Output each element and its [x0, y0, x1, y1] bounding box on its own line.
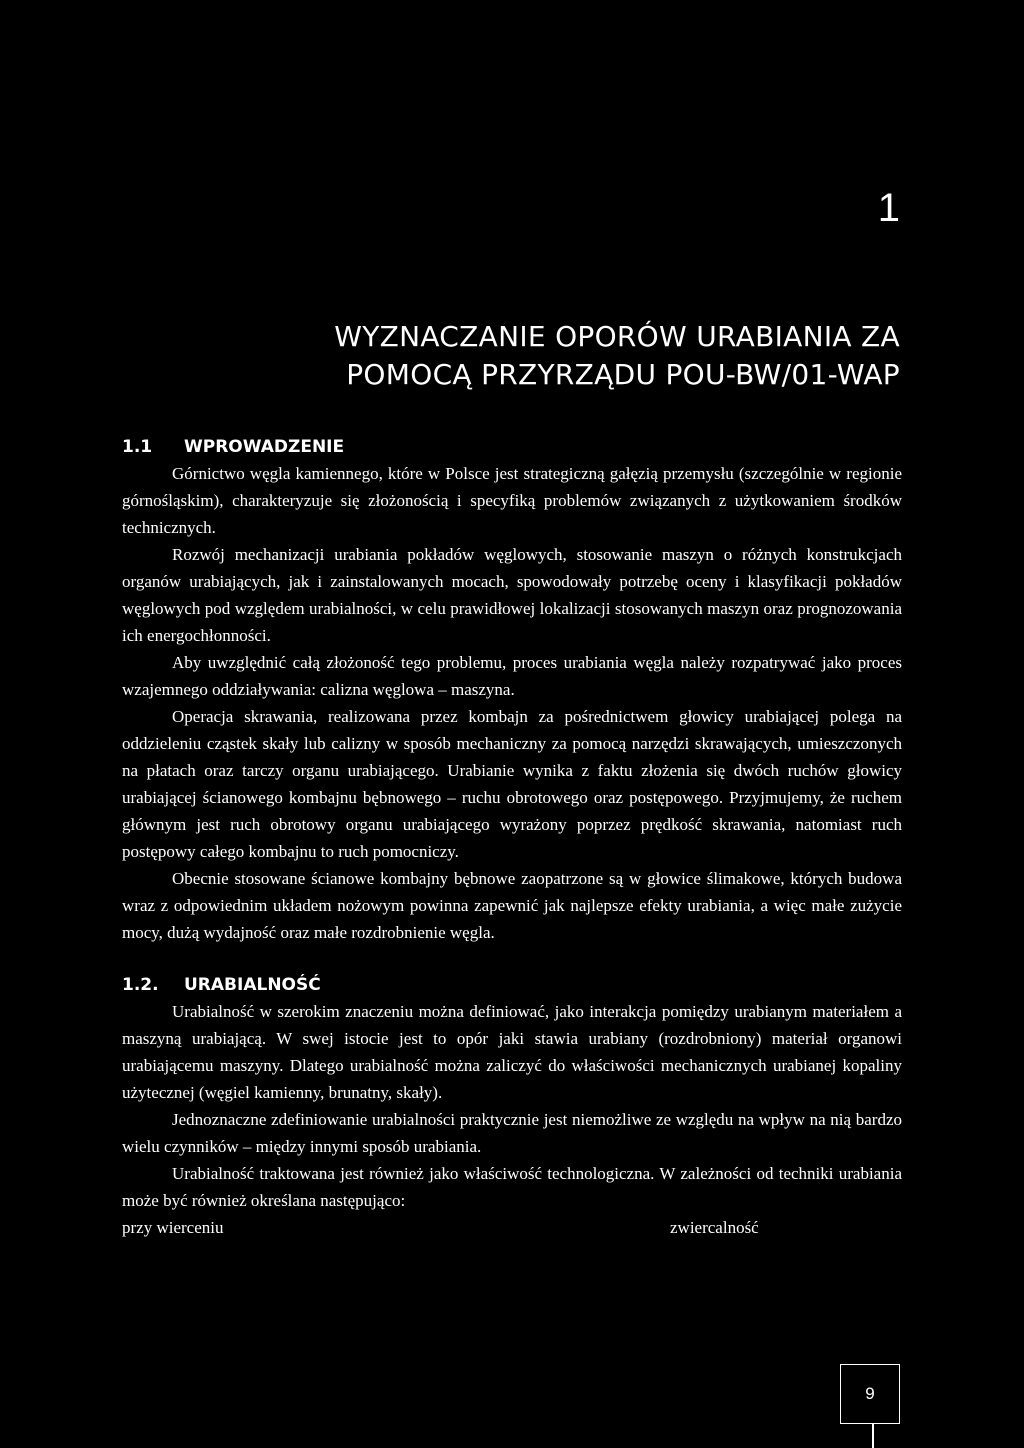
paragraph: Obecnie stosowane ścianowe kombajny bębnowe zaopatrzone są w głowice ślimakowe, których budowa wraz z odpowiednim układem nożowym powinna zapewnić jak najlepsze efekty urabiania, a więc małe zużycie mocy, dużą wydajność oraz małe rozdrobnienie węgla. [122, 869, 902, 942]
paragraph: Jednoznaczne zdefiniowanie urabialności praktycznie jest niemożliwe ze względu na wpływ na nią bardzo wielu czynników – między innymi sposób urabiania. [122, 1110, 902, 1156]
section-spacer [122, 946, 902, 972]
section-title: URABIALNOŚĆ [184, 975, 321, 995]
chapter-title-line-2: POMOCĄ PRZYRZĄDU POU-BW/01-WAP [346, 358, 900, 391]
chapter-title [200, 318, 900, 394]
page-number-box [840, 1364, 900, 1424]
paragraph: Górnictwo węgla kamiennego, które w Polsce jest strategiczną gałęzią przemysłu (szczególnie w regionie górnośląskim), charakteryzuje się złożonością i specyfiką problemów związanych z użytkowaniem środków technicznych. [122, 464, 902, 537]
definition-value: zwiercalność [670, 1218, 759, 1237]
paragraph: Aby uwzględnić całą złożoność tego problemu, proces urabiania węgla należy rozpatrywać jako proces wzajemnego oddziaływania: calizna węglowa – maszyna. [122, 653, 902, 699]
section-number: 1.1 [122, 437, 153, 457]
page-number-tick [872, 1424, 874, 1448]
section-heading-urabialnosc [122, 972, 902, 998]
paragraph: Operacja skrawania, realizowana przez kombajn za pośrednictwem głowicy urabiającej polega na oddzieleniu cząstek skały lub calizny w sposób mechaniczny za pomocą narzędzi skrawających, umieszczonych na płatach oraz tarczy organu urabiającego. Urabianie wynika z faktu złożenia się dwóch ruchów głowicy urabiającej ścianowego kombajnu bębnowego – ruchu obrotowego oraz postępowego. Przyjmujemy, że ruchem głównym jest ruch obrotowy organu urabiającego wyrażony poprzez prędkość skrawania, natomiast ruch postępowy całego kombajnu to ruch pomocniczy. [122, 707, 902, 861]
section-title: WPROWADZENIE [184, 437, 345, 457]
page-content [122, 434, 902, 1241]
section-heading-intro [122, 434, 902, 460]
definition-row [122, 1214, 902, 1241]
section-number: 1.2. [122, 975, 159, 995]
paragraph: Urabialność w szerokim znaczeniu można definiować, jako interakcja pomiędzy urabianym materiałem a maszyną urabiającą. W swej istocie jest to opór jaki stawia urabiany (rozdrobniony) materiał organowi urabiającemu maszyny. Dlatego urabialność można zaliczyć do właściwości mechanicznych urabianej kopaliny użytecznej (węgiel kamienny, brunatny, skały). [122, 1002, 902, 1102]
page-number: 9 [865, 1384, 875, 1403]
definition-term: przy wierceniu [122, 1218, 224, 1237]
chapter-number: 1 [877, 186, 900, 230]
chapter-title-line-1: WYZNACZANIE OPORÓW URABIANIA ZA [334, 320, 900, 353]
paragraph: Rozwój mechanizacji urabiania pokładów węglowych, stosowanie maszyn o różnych konstrukcjach organów urabiających, jak i zainstalowanych mocach, spowodowały potrzebę oceny i klasyfikacji pokładów węglowych pod względem urabialności, w celu prawidłowej lokalizacji stosowanych maszyn oraz prognozowania ich energochłonności. [122, 545, 902, 645]
paragraph: Urabialność traktowana jest również jako właściwość technologiczna. W zależności od techniki urabiania może być również określana następująco: [122, 1164, 902, 1210]
